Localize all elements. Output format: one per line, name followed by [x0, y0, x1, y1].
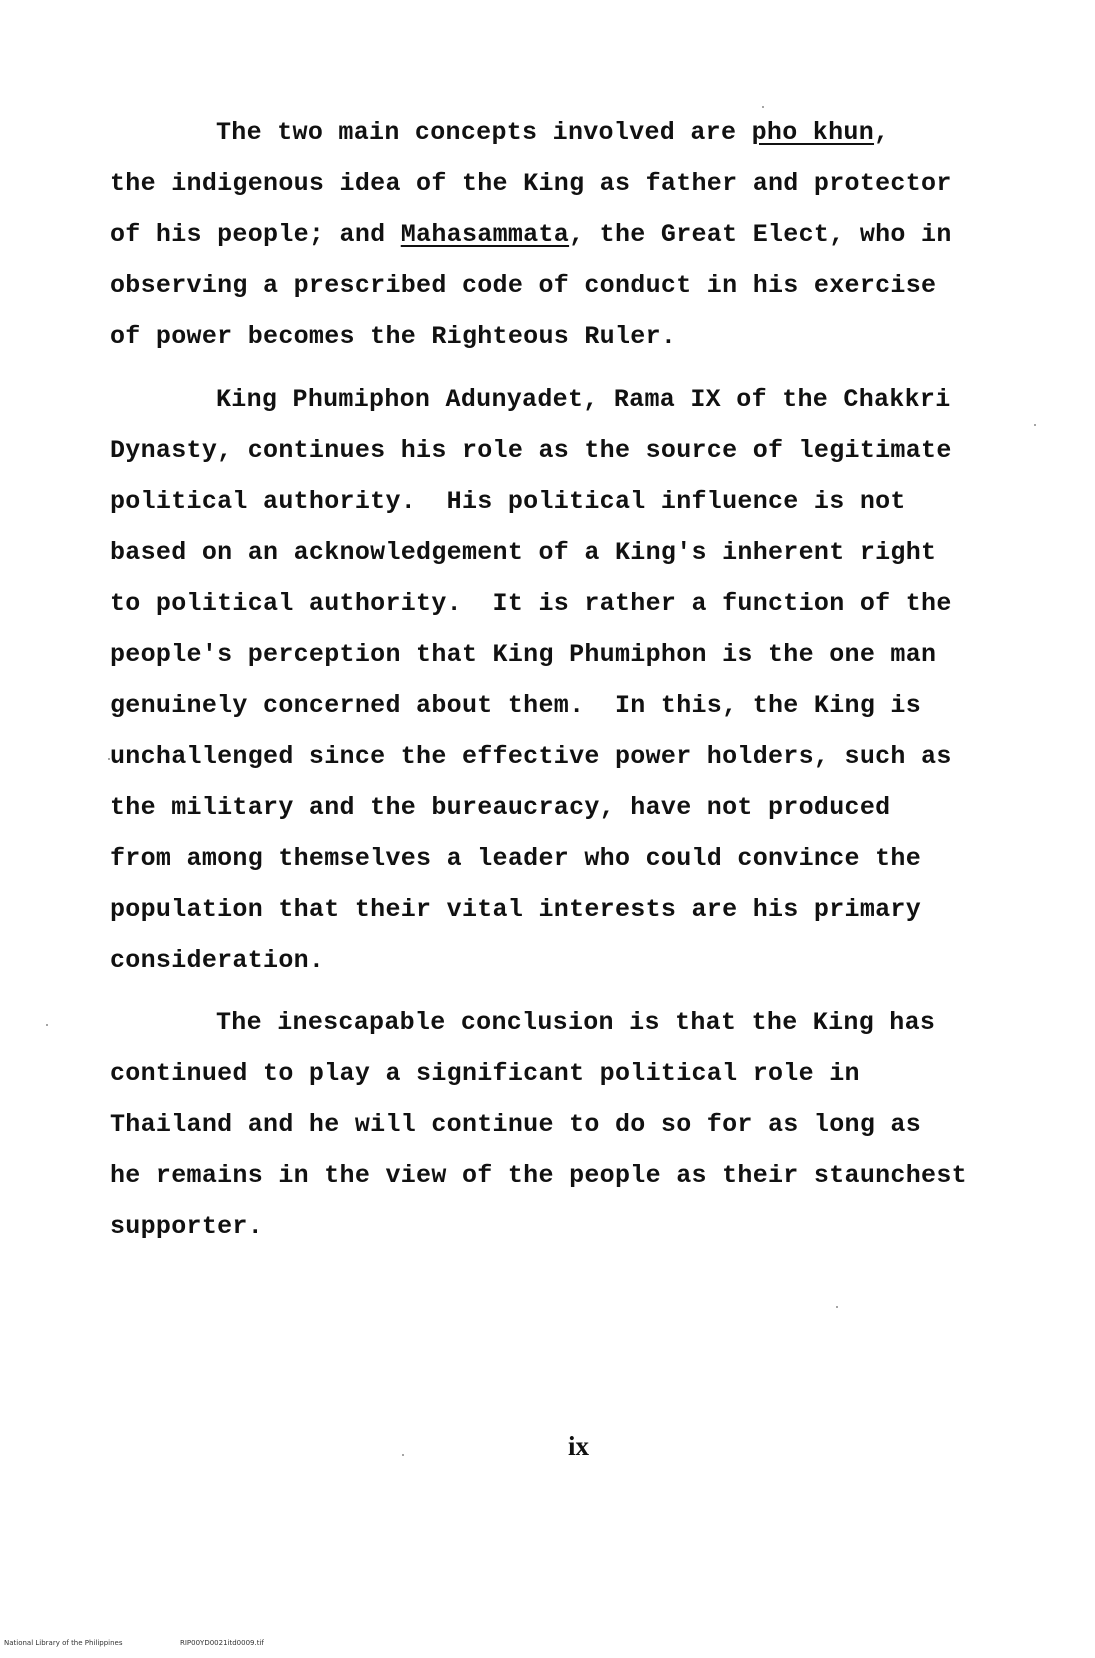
paragraph-1-line-3	[110, 220, 952, 250]
term-pho-khun: pho khun	[751, 118, 875, 147]
page-number: ix	[568, 1431, 590, 1461]
paragraph-2-line-7: genuinely concerned about them. In this, the King is	[110, 691, 922, 720]
paragraph-1-line-1	[216, 118, 889, 148]
paragraph-1-line-5	[110, 322, 676, 352]
scan-speck	[402, 1454, 404, 1456]
paragraph-1-line-4	[110, 271, 936, 301]
term-mahasammata: Mahasammata	[400, 220, 570, 249]
scan-speck	[762, 106, 764, 108]
text-segment: of power becomes the Righteous Ruler.	[110, 322, 677, 351]
text-segment: The two main concepts involved are	[216, 118, 752, 147]
scan-speck	[46, 1024, 48, 1026]
paragraph-3-line-4: he remains in the view of the people as their staunchest	[110, 1161, 967, 1190]
paragraph-3-line-5: supporter.	[110, 1212, 264, 1241]
paragraph-2-line-3: political authority. His political influence is not	[110, 487, 906, 516]
paragraph-2-line-8: unchallenged since the effective power holders, such as	[110, 742, 952, 771]
paragraph-3-line-3: Thailand and he will continue to do so for as long as	[110, 1110, 922, 1139]
scan-speck	[108, 758, 110, 760]
paragraph-2-line-2: Dynasty, continues his role as the source of legitimate	[110, 436, 952, 465]
footer-file-id: RIP00YD0021itd0009.tif	[180, 1639, 264, 1647]
paragraph-2-line-9: the military and the bureaucracy, have not produced	[110, 793, 891, 822]
text-segment: ,	[874, 118, 890, 147]
paragraph-2-line-1: King Phumiphon Adunyadet, Rama IX of the Chakkri	[216, 385, 951, 414]
footer-library-credit: National Library of the Philippines	[4, 1639, 123, 1647]
paragraph-2-line-4: based on an acknowledgement of a King's inherent right	[110, 538, 937, 567]
paragraph-1-line-2	[110, 169, 952, 199]
text-segment: , the Great Elect, who in	[569, 220, 952, 249]
paragraph-3-line-1: The inescapable conclusion is that the King has	[216, 1008, 936, 1037]
paragraph-2-line-6: people's perception that King Phumiphon is the one man	[110, 640, 937, 669]
paragraph-3-line-2: continued to play a significant political role in	[110, 1059, 860, 1088]
paragraph-2-line-5: to political authority. It is rather a function of the	[110, 589, 952, 618]
paragraph-2-line-11: population that their vital interests are his primary	[110, 895, 922, 924]
text-segment: of his people; and	[110, 220, 401, 249]
paragraph-2-line-10: from among themselves a leader who could convince the	[110, 844, 922, 873]
scan-speck	[836, 1306, 838, 1308]
text-segment: observing a prescribed code of conduct in his exercise	[110, 271, 937, 300]
paragraph-2-line-12: consideration.	[110, 946, 325, 975]
scan-speck	[1034, 424, 1036, 426]
text-segment: the indigenous idea of the King as father and protector	[110, 169, 952, 198]
